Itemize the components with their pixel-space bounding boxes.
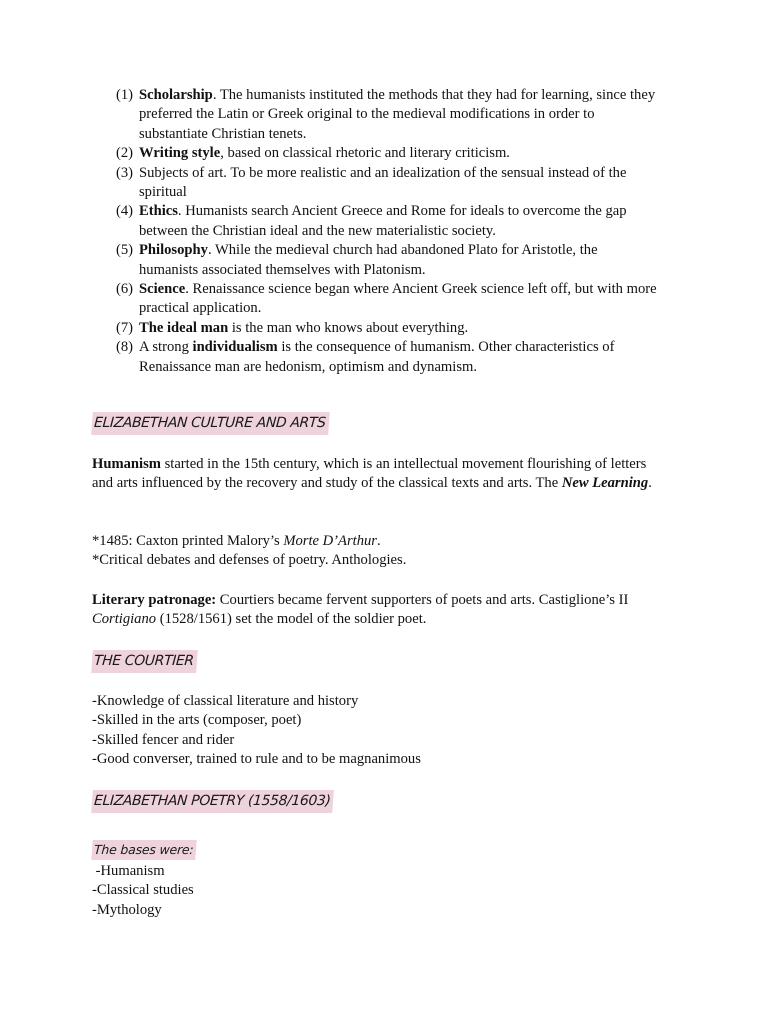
- list-item: -Skilled in the arts (composer, poet): [92, 712, 302, 729]
- list-item: -Classical studies: [92, 882, 194, 899]
- list-item: -Knowledge of classical literature and history: [92, 693, 359, 709]
- notes-block: [92, 532, 668, 571]
- humanism-term: Humanism: [92, 456, 161, 472]
- bases-list: [92, 862, 668, 920]
- list-term: Science: [139, 281, 186, 298]
- list-text-pre: A strong: [139, 339, 193, 356]
- caxton-end: .: [376, 533, 381, 549]
- list-item: [0, 86, 659, 144]
- list-term: Scholarship: [139, 87, 213, 103]
- new-learning-term: New Learning: [561, 475, 649, 492]
- list-number: (7): [116, 319, 134, 336]
- section-heading-courtier: THE COURTIER: [91, 650, 197, 673]
- list-term: Ethics: [139, 203, 178, 220]
- list-number: (4): [116, 203, 134, 220]
- list-number: (8): [116, 339, 134, 356]
- list-term: Writing style: [139, 145, 221, 162]
- characteristics-list: [0, 86, 768, 377]
- list-term: Philosophy: [139, 242, 208, 259]
- humanism-text: started in the 15th century, which is an intellectual movement flourishing of letters and arts influenced by the recovery and study of the classical texts and arts. The: [92, 456, 647, 492]
- list-text: . The humanists instituted the methods that they had for learning, since they preferred the Latin or Greek original to the medieval modifications in order to substantiate Christian tenets.: [139, 87, 656, 142]
- list-text: , based on classical rhetoric and literary criticism.: [220, 145, 510, 162]
- list-text: Subjects of art. To be more realistic and an idealization of the sensual instead of the spiritual: [139, 164, 627, 201]
- list-number: (2): [116, 145, 134, 162]
- list-item: -Humanism: [92, 863, 165, 879]
- list-number: (1): [116, 87, 134, 103]
- section-heading-culture: ELIZABETHAN CULTURE AND ARTS: [91, 412, 329, 435]
- list-item: [0, 144, 659, 163]
- list-item: [0, 241, 659, 280]
- list-item: [0, 319, 659, 338]
- list-item: -Good converser, trained to rule and to be magnanimous: [92, 751, 421, 768]
- list-item: [0, 164, 659, 203]
- humanism-paragraph: [92, 455, 668, 494]
- list-item: -Skilled fencer and rider: [92, 731, 235, 748]
- caxton-text: *1485: Caxton printed Malory’s: [92, 533, 284, 549]
- caxton-note: [92, 532, 668, 551]
- list-term: individualism: [192, 339, 278, 356]
- list-text: is the man who knows about everything.: [228, 319, 469, 336]
- section-heading-poetry: ELIZABETHAN POETRY (1558/1603): [91, 790, 334, 813]
- list-number: (6): [116, 281, 134, 298]
- debates-note: *Critical debates and defenses of poetry. Anthologies.: [92, 552, 407, 569]
- list-text: . Humanists search Ancient Greece and Rome for ideals to overcome the gap between the Christian ideal and the new materialistic society.: [139, 203, 627, 239]
- list-item: [0, 280, 659, 319]
- caxton-title: Morte D’Arthur: [283, 533, 377, 549]
- cortigiano-title: Cortigiano: [92, 611, 157, 628]
- bases-subheading: The bases were:: [91, 840, 197, 860]
- courtier-list: [92, 692, 668, 770]
- patronage-paragraph: [92, 591, 668, 630]
- list-text: . Renaissance science began where Ancient Greek science left off, but with more practical application.: [139, 281, 657, 317]
- list-item: [0, 202, 659, 241]
- list-text: . While the medieval church had abandoned Plato for Aristotle, the humanists associated themselves with Platonism.: [139, 242, 598, 278]
- list-number: (5): [116, 242, 134, 259]
- list-number: (3): [116, 164, 134, 181]
- list-term: The ideal man: [139, 319, 229, 336]
- patronage-text: Courtiers became fervent supporters of poets and arts. Castiglione’s II: [216, 592, 629, 608]
- patronage-end: (1528/1561) set the model of the soldier poet.: [156, 611, 427, 628]
- humanism-end: .: [648, 475, 652, 492]
- list-item: [0, 338, 659, 377]
- list-item: -Mythology: [92, 901, 162, 918]
- list-text: is the consequence of humanism. Other characteristics of Renaissance man are hedonism, optimism and dynamism.: [139, 339, 615, 375]
- patronage-term: Literary patronage:: [92, 592, 217, 608]
